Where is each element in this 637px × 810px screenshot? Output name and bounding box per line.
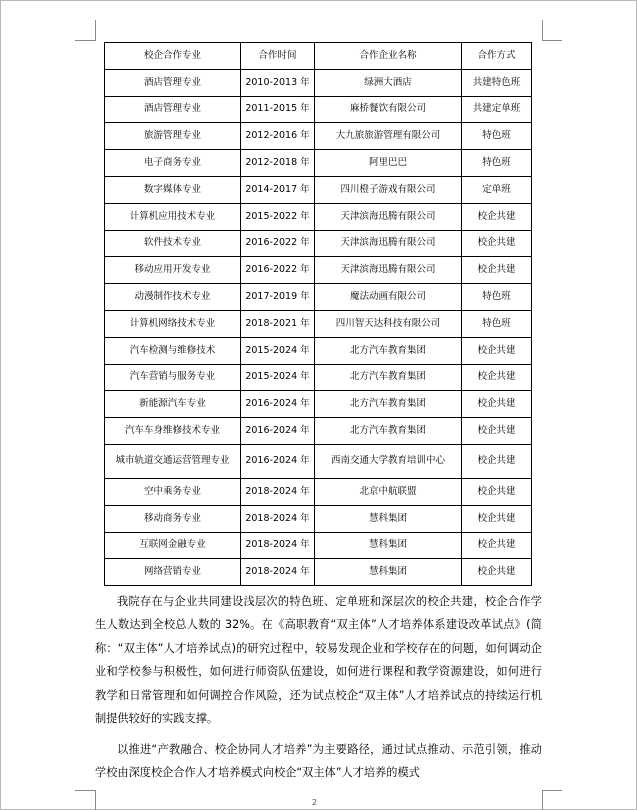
company-cell: 北方汽车教育集团 [315, 364, 462, 391]
table-row [105, 391, 532, 418]
company-cell: 慧科集团 [315, 559, 462, 586]
period-cell: 2018-2024 年 [241, 505, 315, 532]
period-cell: 2012-2016 年 [241, 123, 315, 150]
mode-cell: 共建定单班 [462, 96, 532, 123]
crop-mark-bottom-right-h [542, 790, 562, 791]
crop-mark-bottom-left-h [75, 790, 95, 791]
major-cell: 旅游管理专业 [105, 123, 241, 150]
header-cell: 合作方式 [462, 43, 532, 70]
major-cell: 移动商务专业 [105, 505, 241, 532]
body-paragraph-2: 以推进“产教融合、校企协同人才培养”为主要路径，通过试点推动、示范引领，推动学校由深度校企合作人才培养模式向校企“双主体”人才培养的模式 [95, 743, 542, 780]
major-cell: 电子商务专业 [105, 150, 241, 177]
major-cell: 空中乘务专业 [105, 478, 241, 505]
mode-cell: 校企共建 [462, 230, 532, 257]
table-row [105, 203, 532, 230]
table-header-row [105, 43, 532, 70]
table-row [105, 478, 532, 505]
period-cell: 2016-2022 年 [241, 257, 315, 284]
cooperation-table [104, 42, 532, 586]
table-row [105, 69, 532, 96]
mode-cell: 定单班 [462, 176, 532, 203]
period-cell: 2011-2015 年 [241, 96, 315, 123]
major-cell: 城市轨道交通运营管理专业 [105, 444, 241, 478]
period-cell: 2018-2024 年 [241, 532, 315, 559]
header-cell: 合作企业名称 [315, 43, 462, 70]
company-cell: 四川橙子游戏有限公司 [315, 176, 462, 203]
company-cell: 天津滨海迅腾有限公司 [315, 203, 462, 230]
company-cell: 麻桥餐饮有限公司 [315, 96, 462, 123]
table-row [105, 230, 532, 257]
company-cell: 北方汽车教育集团 [315, 391, 462, 418]
mode-cell: 特色班 [462, 123, 532, 150]
mode-cell: 校企共建 [462, 337, 532, 364]
major-cell: 移动应用开发专业 [105, 257, 241, 284]
mode-cell: 特色班 [462, 284, 532, 311]
period-cell: 2018-2024 年 [241, 559, 315, 586]
major-cell: 动漫制作技术专业 [105, 284, 241, 311]
company-cell: 北方汽车教育集团 [315, 418, 462, 445]
major-cell: 计算机网络技术专业 [105, 310, 241, 337]
company-cell: 阿里巴巴 [315, 150, 462, 177]
company-cell: 北京中航联盟 [315, 478, 462, 505]
company-cell: 四川智天达科技有限公司 [315, 310, 462, 337]
major-cell: 计算机应用技术专业 [105, 203, 241, 230]
mode-cell: 共建特色班 [462, 69, 532, 96]
body-paragraph-1: 我院存在与企业共同建设浅层次的特色班、定单班和深层次的校企共建，校企合作学生人数达到全校总人数的 32%。在《高职教育“双主体”人才培养体系建设改革试点》(简称：“双主体”人才培养试点)的研究过程中，较易发现企业和学校存在的问题，如何调动企业和学校参与积极性，如何进行师资队伍建设，如何进行课程和教学资源建设，如何进行教学和日常管理和如何调控合作风险，还为试点校企“双主体”人才培养试点的持续运行机制提供较好的实践支撑。 [95, 595, 542, 726]
mode-cell: 校企共建 [462, 364, 532, 391]
crop-mark-bottom-right-v [542, 790, 543, 810]
mode-cell: 特色班 [462, 150, 532, 177]
mode-cell: 特色班 [462, 310, 532, 337]
period-cell: 2016-2024 年 [241, 444, 315, 478]
mode-cell: 校企共建 [462, 478, 532, 505]
table-row [105, 444, 532, 478]
major-cell: 酒店管理专业 [105, 96, 241, 123]
company-cell: 北方汽车教育集团 [315, 337, 462, 364]
company-cell: 慧科集团 [315, 505, 462, 532]
mode-cell: 校企共建 [462, 444, 532, 478]
period-cell: 2010-2013 年 [241, 69, 315, 96]
period-cell: 2015-2022 年 [241, 203, 315, 230]
major-cell: 软件技术专业 [105, 230, 241, 257]
header-cell: 校企合作专业 [105, 43, 241, 70]
mode-cell: 校企共建 [462, 532, 532, 559]
period-cell: 2016-2022 年 [241, 230, 315, 257]
table-row [105, 418, 532, 445]
mode-cell: 校企共建 [462, 418, 532, 445]
table-row [105, 505, 532, 532]
crop-mark-top-left-v [95, 20, 96, 41]
period-cell: 2016-2024 年 [241, 418, 315, 445]
mode-cell: 校企共建 [462, 559, 532, 586]
table-row [105, 96, 532, 123]
company-cell: 天津滨海迅腾有限公司 [315, 257, 462, 284]
period-cell: 2018-2024 年 [241, 478, 315, 505]
mode-cell: 校企共建 [462, 257, 532, 284]
company-cell: 魔法动画有限公司 [315, 284, 462, 311]
mode-cell: 校企共建 [462, 203, 532, 230]
major-cell: 网络营销专业 [105, 559, 241, 586]
table-row [105, 337, 532, 364]
company-cell: 大九旅旅游管理有限公司 [315, 123, 462, 150]
crop-mark-top-left-h [75, 40, 95, 41]
major-cell: 互联网金融专业 [105, 532, 241, 559]
table-row [105, 559, 532, 586]
company-cell: 西南交通大学教育培训中心 [315, 444, 462, 478]
company-cell: 慧科集团 [315, 532, 462, 559]
table-row [105, 257, 532, 284]
table-row [105, 150, 532, 177]
crop-mark-top-right-h [542, 40, 562, 41]
table-row [105, 310, 532, 337]
table-row [105, 284, 532, 311]
period-cell: 2015-2024 年 [241, 337, 315, 364]
page-number: 2 [312, 798, 318, 807]
mode-cell: 校企共建 [462, 391, 532, 418]
major-cell: 数字媒体专业 [105, 176, 241, 203]
period-cell: 2012-2018 年 [241, 150, 315, 177]
table-row [105, 176, 532, 203]
crop-mark-bottom-left-v [95, 790, 96, 810]
major-cell: 汽车车身维修技术专业 [105, 418, 241, 445]
crop-mark-top-right-v [542, 20, 543, 41]
major-cell: 新能源汽车专业 [105, 391, 241, 418]
table-row [105, 364, 532, 391]
period-cell: 2015-2024 年 [241, 364, 315, 391]
period-cell: 2016-2024 年 [241, 391, 315, 418]
period-cell: 2014-2017 年 [241, 176, 315, 203]
table-row [105, 532, 532, 559]
table-row [105, 123, 532, 150]
header-cell: 合作时间 [241, 43, 315, 70]
company-cell: 绿洲大酒店 [315, 69, 462, 96]
major-cell: 酒店管理专业 [105, 69, 241, 96]
major-cell: 汽车营销与服务专业 [105, 364, 241, 391]
company-cell: 天津滨海迅腾有限公司 [315, 230, 462, 257]
major-cell: 汽车检测与维修技术 [105, 337, 241, 364]
period-cell: 2017-2019 年 [241, 284, 315, 311]
period-cell: 2018-2021 年 [241, 310, 315, 337]
mode-cell: 校企共建 [462, 505, 532, 532]
